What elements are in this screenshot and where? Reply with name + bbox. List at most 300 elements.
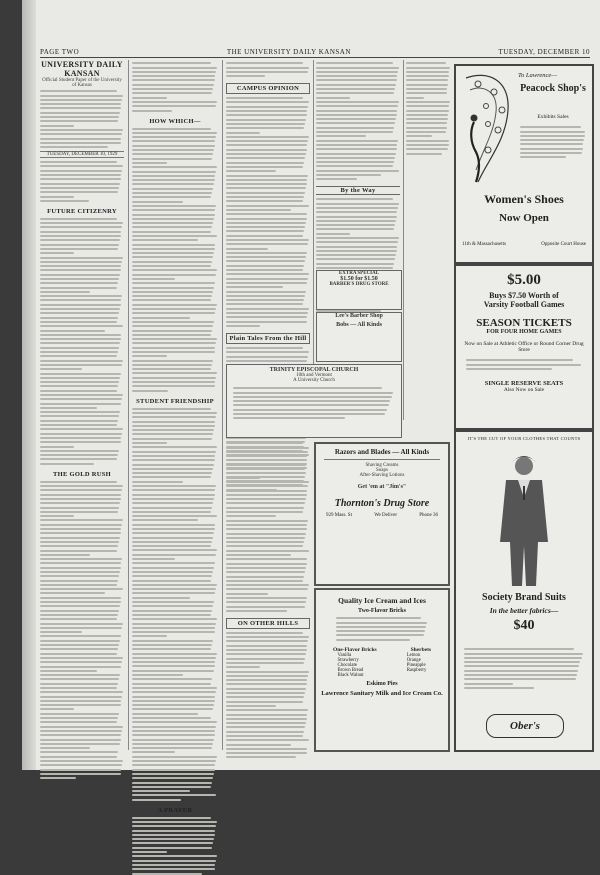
text-line xyxy=(316,170,399,172)
text-line xyxy=(132,825,216,827)
text-line xyxy=(40,730,122,732)
text-line xyxy=(40,550,117,552)
flavor-item: Chocolate xyxy=(337,663,357,669)
text-line xyxy=(40,601,121,603)
text-line xyxy=(132,864,215,866)
text-line xyxy=(40,618,117,620)
text-line xyxy=(226,731,304,733)
text-line xyxy=(226,701,303,703)
sherbet-item: Orange xyxy=(406,658,421,664)
text-line xyxy=(40,687,117,689)
society-top: IT'S THE CUT OF YOUR CLOTHES THAT COUNTS xyxy=(467,436,581,441)
text-line xyxy=(132,691,216,693)
text-line xyxy=(226,739,309,741)
text-line xyxy=(226,558,307,560)
text-line xyxy=(132,640,213,642)
thornton-logo: Thornton's Drug Store xyxy=(334,498,430,509)
text-line xyxy=(316,224,395,226)
text-line xyxy=(316,216,397,218)
text-line xyxy=(132,132,217,134)
season-sale: Now on Sale at Athletic Office or Round Corner Drug Store xyxy=(464,341,584,353)
text-line xyxy=(316,122,395,124)
text-line xyxy=(40,244,119,246)
text-line xyxy=(40,558,122,560)
text-line xyxy=(406,140,449,142)
text-line xyxy=(226,502,305,504)
razors-line2: Soaps xyxy=(376,468,388,473)
ice-cream-ad xyxy=(314,588,450,752)
text-line xyxy=(40,226,122,228)
text-line xyxy=(226,490,307,492)
binding-edge xyxy=(22,0,36,770)
season-four: FOR FOUR HOME GAMES xyxy=(486,329,562,335)
peacock-now: Now Open xyxy=(499,212,549,224)
text-line xyxy=(40,398,122,400)
poem-a-prayer xyxy=(132,817,218,875)
text-line xyxy=(40,528,121,530)
text-line xyxy=(464,683,513,685)
text-line xyxy=(226,321,307,323)
text-line xyxy=(40,498,121,500)
text-line xyxy=(226,545,303,547)
text-line xyxy=(226,714,307,716)
text-line xyxy=(40,161,117,163)
text-line xyxy=(132,558,175,560)
text-line xyxy=(132,269,217,271)
text-line xyxy=(226,649,307,651)
text-line xyxy=(132,601,214,603)
text-line xyxy=(40,571,120,573)
ice-company: Lawrence Sanitary Milk and Ice Cream Co. xyxy=(321,690,443,698)
text-line xyxy=(132,678,212,680)
article-top xyxy=(226,62,310,77)
text-line xyxy=(316,148,397,150)
text-line xyxy=(40,623,123,625)
text-line xyxy=(132,665,215,667)
text-line xyxy=(40,231,121,233)
text-line xyxy=(132,347,215,349)
text-line xyxy=(132,381,215,383)
text-line xyxy=(406,144,449,146)
text-line xyxy=(132,421,215,423)
text-line xyxy=(40,481,117,483)
text-line xyxy=(40,407,97,409)
text-line xyxy=(316,157,395,159)
text-line xyxy=(226,533,306,535)
text-line xyxy=(226,481,309,483)
text-line xyxy=(520,152,582,154)
drug-ad-line1: EXTRA SPECIAL xyxy=(338,271,380,276)
text-line xyxy=(40,394,123,396)
text-line xyxy=(226,511,303,513)
text-line xyxy=(406,79,448,81)
text-line xyxy=(132,670,214,672)
text-line xyxy=(40,756,117,758)
text-line xyxy=(226,744,291,746)
text-line xyxy=(40,507,119,509)
text-line xyxy=(40,368,82,370)
season-single: SINGLE RESERVE SEATS xyxy=(484,380,564,388)
text-line xyxy=(132,485,216,487)
text-line xyxy=(406,114,448,116)
text-line xyxy=(132,502,213,504)
text-line xyxy=(132,175,215,177)
text-line xyxy=(132,158,212,160)
heading-campus-opinion: CAMPUS OPINION xyxy=(226,83,310,94)
text-line xyxy=(316,233,350,235)
text-line xyxy=(226,67,309,69)
text-line xyxy=(316,228,394,230)
text-line xyxy=(132,481,183,483)
text-line xyxy=(226,709,308,711)
text-line xyxy=(316,161,394,163)
text-line xyxy=(40,278,119,280)
text-line xyxy=(40,146,108,148)
text-line xyxy=(132,128,211,130)
text-line xyxy=(40,726,123,728)
text-line xyxy=(226,541,304,543)
text-line xyxy=(40,299,121,301)
masthead-staff-block xyxy=(40,90,124,148)
text-line xyxy=(226,451,308,453)
text-line xyxy=(226,356,308,358)
plain-tales-cont xyxy=(226,442,310,612)
text-line xyxy=(40,248,118,250)
text-line xyxy=(226,588,308,590)
text-line xyxy=(132,571,213,573)
church-title: TRINITY EPISCOPAL CHURCH xyxy=(269,367,359,373)
text-line xyxy=(226,455,307,457)
text-line xyxy=(40,584,117,586)
text-line xyxy=(132,739,214,741)
campus-opinion-text xyxy=(226,97,310,327)
text-line xyxy=(40,458,117,460)
text-line xyxy=(40,739,121,741)
text-line xyxy=(132,110,172,112)
text-line xyxy=(316,84,396,86)
text-line xyxy=(40,377,120,379)
text-line xyxy=(316,153,396,155)
text-line xyxy=(40,222,123,224)
text-line xyxy=(132,162,167,164)
text-line xyxy=(316,131,393,133)
column-rule xyxy=(222,60,223,750)
peacock-name: Peacock Shop's xyxy=(520,83,586,94)
text-line xyxy=(132,528,215,530)
text-line xyxy=(40,165,123,167)
text-line xyxy=(406,97,424,99)
text-line xyxy=(316,127,394,129)
text-line xyxy=(406,135,432,137)
text-line xyxy=(233,400,390,402)
text-line xyxy=(40,415,119,417)
text-line xyxy=(226,110,307,112)
text-line xyxy=(132,760,216,762)
text-line xyxy=(226,62,303,64)
text-line xyxy=(40,640,120,642)
text-line xyxy=(40,610,119,612)
editorial-heading-future-citizenry: FUTURE CITIZENRY xyxy=(47,207,117,215)
text-line xyxy=(406,88,447,90)
on-other-hills-text xyxy=(226,632,310,759)
razors-addr: 929 Mass. St xyxy=(326,513,352,518)
text-line xyxy=(40,403,121,405)
text-line xyxy=(226,485,308,487)
peacock-illustration xyxy=(458,70,518,188)
text-line xyxy=(132,756,217,758)
text-line xyxy=(226,183,307,185)
text-line xyxy=(40,764,122,766)
text-line xyxy=(226,127,304,129)
text-line xyxy=(226,157,305,159)
text-line xyxy=(464,648,574,650)
text-line xyxy=(132,201,183,203)
text-line xyxy=(226,554,291,556)
text-line xyxy=(226,576,304,578)
text-line xyxy=(40,129,123,131)
text-line xyxy=(226,537,305,539)
text-line xyxy=(40,653,117,655)
text-line xyxy=(226,278,308,280)
text-line xyxy=(40,777,76,779)
peacock-desc xyxy=(520,124,586,161)
text-line xyxy=(40,519,123,521)
heading-on-other-hills: ON OTHER HILLS xyxy=(226,618,310,629)
header-center: THE UNIVERSITY DAILY KANSAN xyxy=(226,48,351,56)
text-line xyxy=(132,214,215,216)
text-line xyxy=(226,748,307,750)
header-right: TUESDAY, DECEMBER 10 xyxy=(498,48,590,56)
text-line xyxy=(316,114,397,116)
society-better: In the better fabrics— xyxy=(489,606,559,615)
text-line xyxy=(226,200,303,202)
text-line xyxy=(132,683,211,685)
season-tickets-ad xyxy=(454,264,594,430)
text-line xyxy=(132,777,213,779)
text-line xyxy=(132,747,212,749)
text-line xyxy=(40,364,122,366)
text-line xyxy=(40,174,121,176)
text-line xyxy=(226,593,268,595)
text-line xyxy=(132,799,181,801)
text-line xyxy=(316,144,397,146)
text-line xyxy=(132,648,211,650)
heading-by-the-way: By the Way xyxy=(316,186,400,195)
text-line xyxy=(226,636,309,638)
text-line xyxy=(40,704,121,706)
barber-shop-ad xyxy=(316,312,402,362)
text-line xyxy=(40,592,105,594)
ice-eskimo: Eskimo Pies xyxy=(366,681,398,688)
peacock-shop-ad xyxy=(454,64,594,264)
text-line xyxy=(132,355,167,357)
article-top xyxy=(316,62,400,180)
text-line xyxy=(316,97,350,99)
text-line xyxy=(40,291,90,293)
text-line xyxy=(40,683,118,685)
sherbet-item: Lemon xyxy=(406,653,421,659)
text-line xyxy=(132,700,215,702)
text-line xyxy=(132,67,217,69)
text-line xyxy=(40,696,122,698)
text-line xyxy=(132,472,212,474)
text-line xyxy=(40,120,118,122)
text-line xyxy=(132,610,212,612)
text-line xyxy=(226,243,308,245)
text-line xyxy=(132,730,215,732)
header-left: PAGE TWO xyxy=(40,48,80,56)
text-line xyxy=(132,588,216,590)
text-line xyxy=(132,580,211,582)
text-line xyxy=(40,317,118,319)
text-line xyxy=(40,454,118,456)
text-line xyxy=(132,653,217,655)
text-line xyxy=(316,165,393,167)
text-line xyxy=(520,126,581,128)
text-line xyxy=(316,267,393,269)
text-line xyxy=(464,670,578,672)
text-line xyxy=(226,632,303,634)
text-line xyxy=(316,258,395,260)
text-line xyxy=(132,721,217,723)
text-line xyxy=(40,674,120,676)
text-line xyxy=(132,256,213,258)
text-line xyxy=(132,713,198,715)
text-line xyxy=(226,447,309,449)
flavor-item: Black Walnut xyxy=(337,673,364,679)
text-line xyxy=(40,338,121,340)
text-line xyxy=(132,790,190,792)
text-line xyxy=(132,842,213,844)
text-line xyxy=(226,97,303,99)
text-line xyxy=(40,351,118,353)
text-line xyxy=(40,107,121,109)
text-line xyxy=(406,67,450,69)
sherbet-item: Pineapple xyxy=(406,663,426,669)
article-student-friendship xyxy=(132,408,218,801)
text-line xyxy=(132,252,214,254)
text-line xyxy=(226,213,307,215)
text-line xyxy=(406,127,447,129)
text-line xyxy=(316,203,399,205)
text-line xyxy=(226,248,268,250)
text-line xyxy=(40,631,82,633)
text-line xyxy=(132,549,217,551)
text-line xyxy=(40,183,120,185)
text-line xyxy=(132,847,212,849)
text-line xyxy=(40,747,90,749)
text-line xyxy=(336,639,410,641)
text-line xyxy=(40,321,117,323)
text-line xyxy=(316,67,399,69)
text-line xyxy=(132,84,214,86)
text-line xyxy=(40,751,118,753)
text-line xyxy=(40,125,74,127)
text-line xyxy=(316,178,357,180)
text-line xyxy=(132,222,213,224)
text-line xyxy=(132,368,211,370)
text-line xyxy=(406,131,446,133)
text-line xyxy=(40,769,121,771)
text-line xyxy=(226,472,304,474)
text-line xyxy=(226,295,305,297)
text-line xyxy=(132,360,213,362)
ice-two: Two-Flavor Bricks xyxy=(358,608,406,614)
text-line xyxy=(226,726,305,728)
society-brand: Society Brand Suits xyxy=(482,592,566,603)
text-line xyxy=(336,634,424,636)
text-line xyxy=(406,62,446,64)
text-line xyxy=(466,368,552,370)
text-line xyxy=(226,153,306,155)
text-line xyxy=(226,705,276,707)
text-line xyxy=(40,717,118,719)
text-line xyxy=(132,231,211,233)
heading-a-prayer: A PRAYER xyxy=(157,806,193,814)
column-rule xyxy=(403,60,404,420)
text-line xyxy=(40,360,123,362)
text-line xyxy=(40,112,120,114)
text-line xyxy=(520,143,583,145)
razors-line1: Shaving Creams xyxy=(365,463,399,468)
flavor-item: Strawberry xyxy=(337,658,359,664)
text-line xyxy=(132,342,216,344)
text-line xyxy=(40,450,119,452)
text-line xyxy=(406,110,449,112)
text-line xyxy=(464,657,582,659)
razors-phone: Phone 36 xyxy=(419,513,438,518)
text-line xyxy=(466,364,581,366)
razors-deliver: We Deliver xyxy=(374,513,397,518)
text-line xyxy=(132,330,212,332)
ice-sherbets: Sherbets xyxy=(410,647,432,654)
text-line xyxy=(520,131,585,133)
column-5-text xyxy=(406,60,450,130)
text-line xyxy=(132,62,211,64)
text-line xyxy=(40,567,121,569)
text-line xyxy=(226,205,309,207)
season-price: $5.00 xyxy=(507,272,541,288)
text-line xyxy=(132,830,215,832)
text-line xyxy=(132,459,215,461)
text-line xyxy=(226,515,276,517)
text-line xyxy=(226,239,309,241)
text-line xyxy=(40,463,94,465)
text-line xyxy=(40,347,119,349)
text-line xyxy=(316,220,396,222)
text-line xyxy=(40,605,120,607)
text-line xyxy=(132,205,216,207)
text-line xyxy=(40,373,121,375)
text-line xyxy=(316,198,393,200)
text-line xyxy=(226,316,307,318)
text-line xyxy=(40,597,121,599)
text-line xyxy=(226,442,303,444)
text-line xyxy=(226,584,309,586)
text-line xyxy=(40,734,121,736)
text-line xyxy=(406,118,448,120)
text-line xyxy=(406,153,442,155)
text-line xyxy=(226,756,296,758)
text-line xyxy=(132,494,215,496)
text-line xyxy=(226,718,307,720)
text-line xyxy=(40,648,118,650)
razors-line3: After-Shaving Lotions xyxy=(359,473,405,478)
text-line xyxy=(132,627,215,629)
text-line xyxy=(132,101,217,103)
text-line xyxy=(226,114,307,116)
text-line xyxy=(226,360,307,362)
